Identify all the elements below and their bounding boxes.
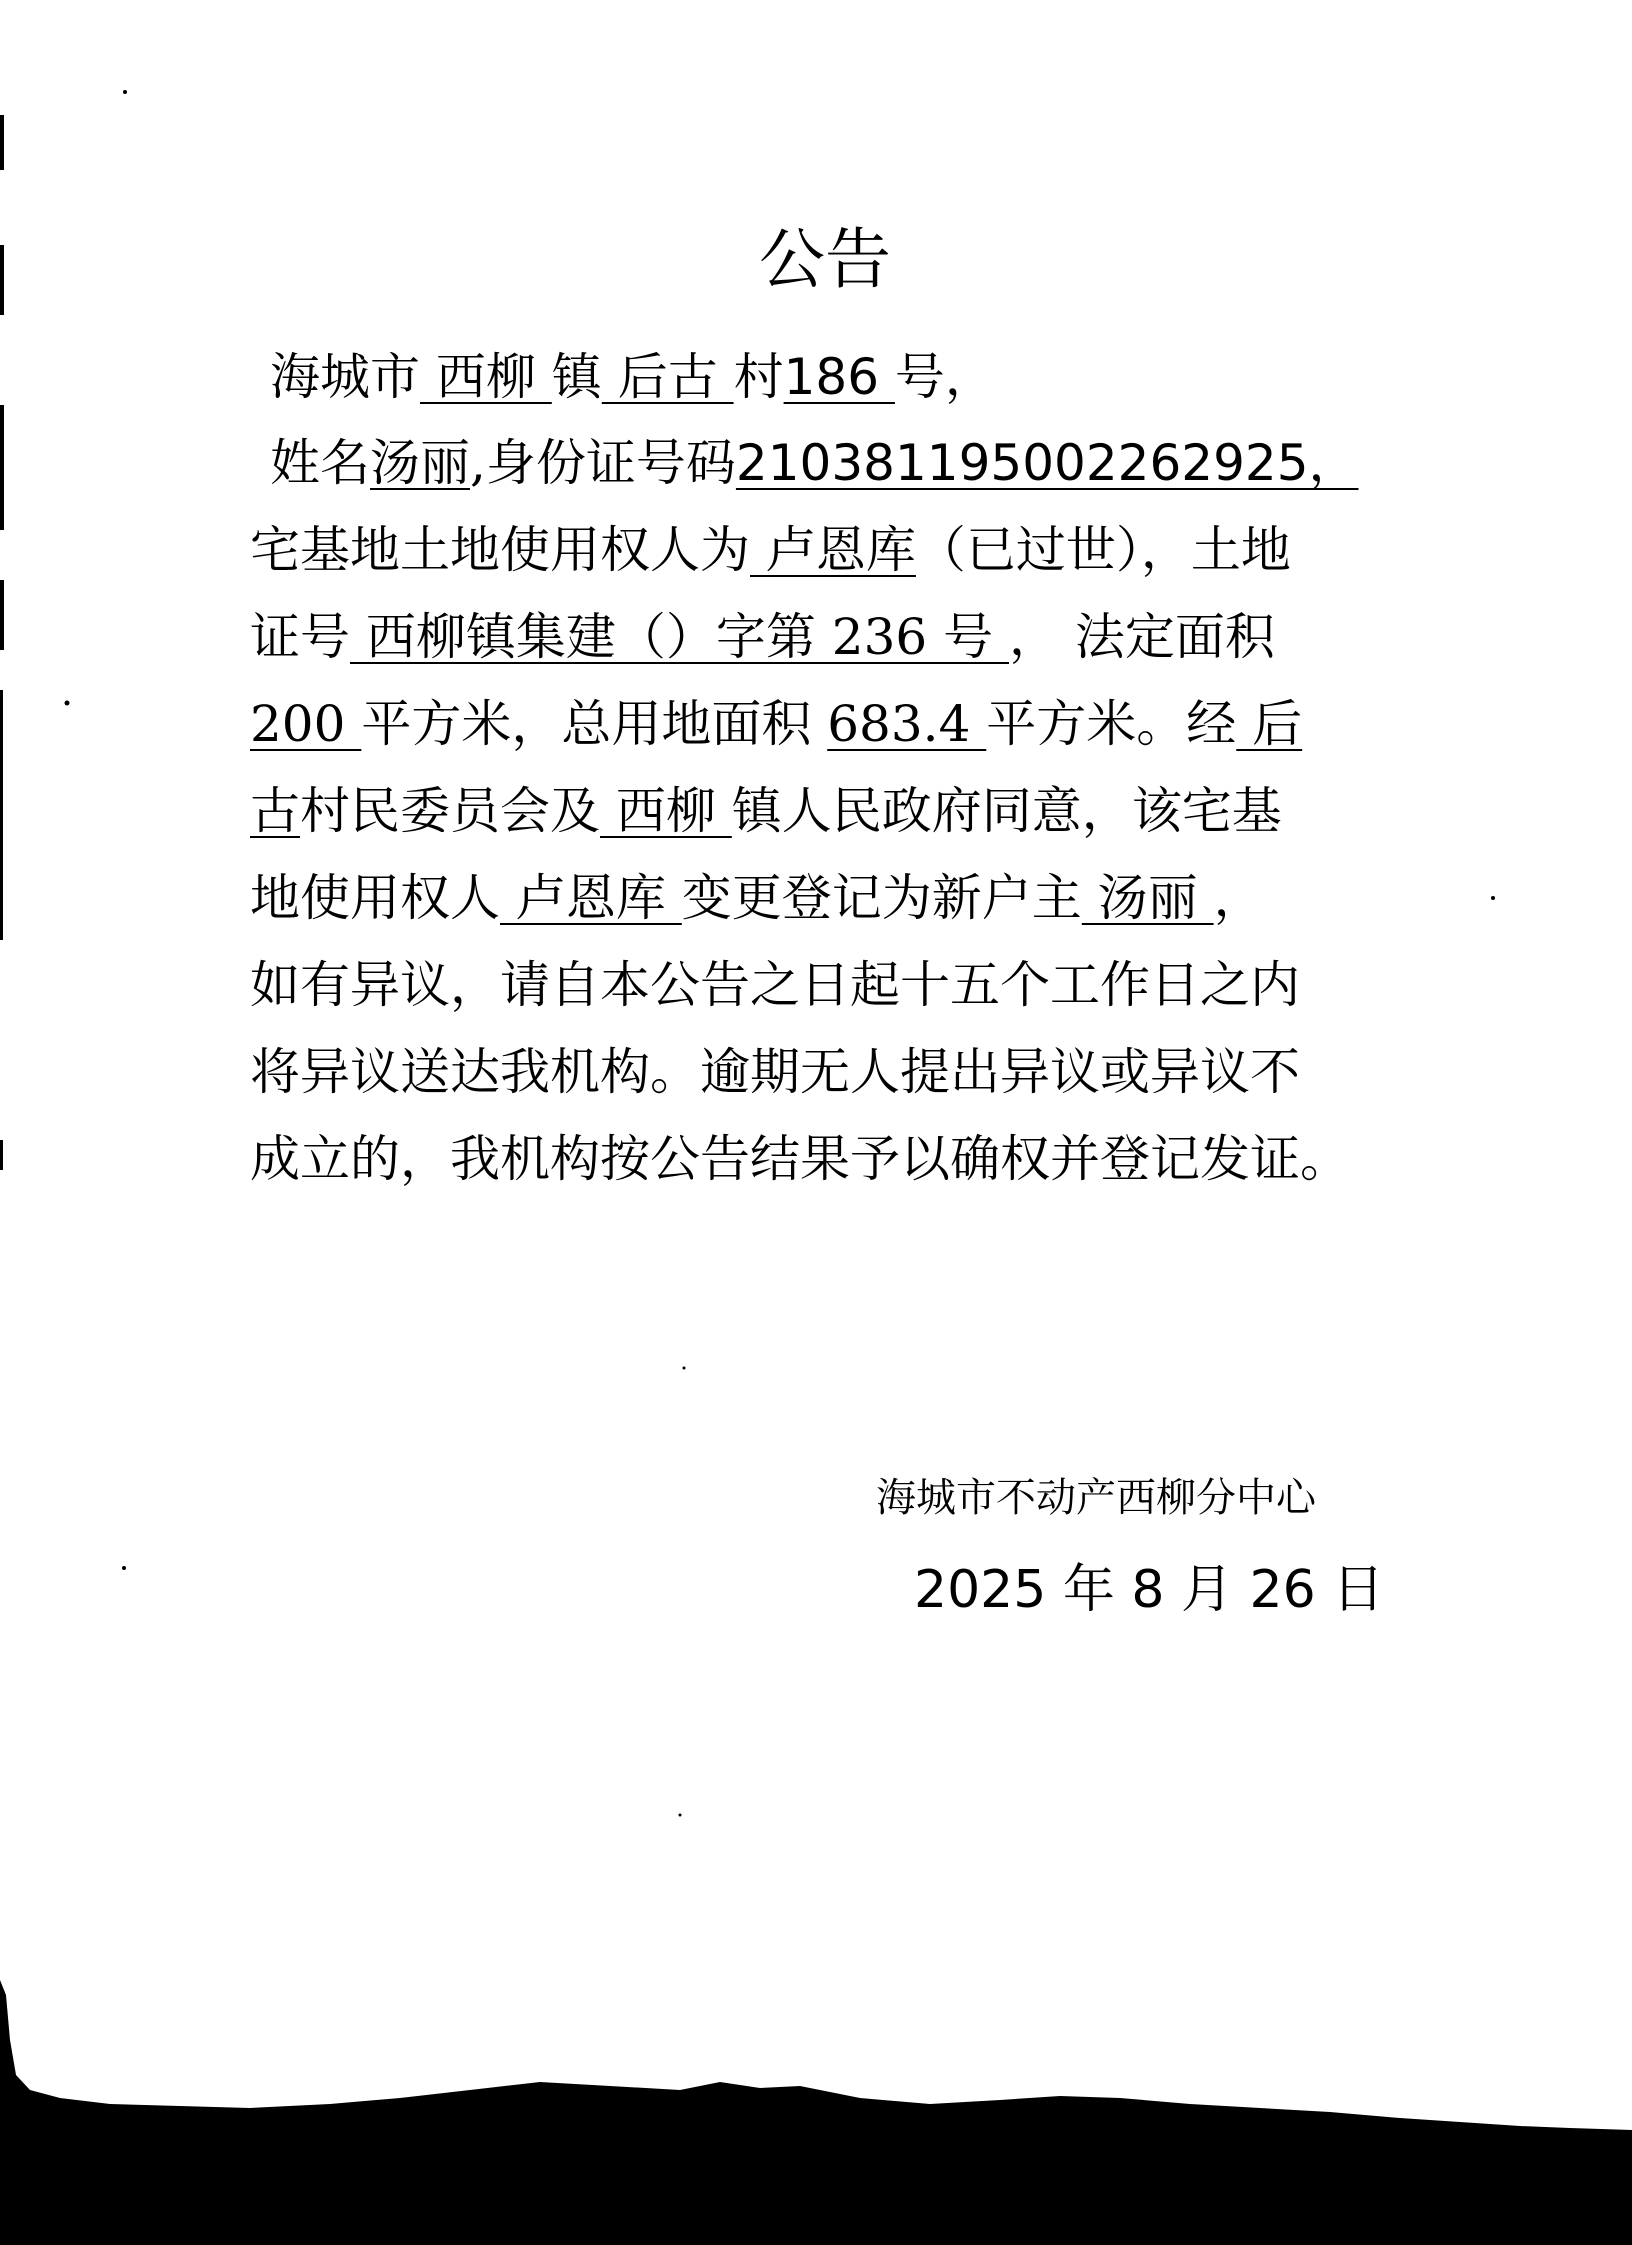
village-suffix: 村 xyxy=(733,348,784,406)
address-line xyxy=(270,342,995,412)
speck xyxy=(1491,896,1495,900)
committee-field-end: 古 xyxy=(250,782,300,840)
id-label: ,身份证号码 xyxy=(470,434,736,492)
certificate-line xyxy=(250,602,1275,672)
land-owner-note: （已过世），土地 xyxy=(915,521,1291,579)
old-owner-label: 地使用权人 xyxy=(250,869,500,927)
issue-date: 2025 年 8 月 26 日 xyxy=(914,1560,1385,1620)
issuer-name: 海城市不动产西柳分中心 xyxy=(876,1475,1316,1521)
town-suffix: 镇 xyxy=(551,348,602,406)
legal-area-field: 200 xyxy=(250,695,362,753)
house-number-field: 186 xyxy=(783,348,895,406)
objection-line-1: 如有异议，请自本公告之日起十五个工作日之内 xyxy=(250,956,1300,1014)
applicant-line xyxy=(270,428,1359,498)
legal-area-label: ， 法定面积 xyxy=(1009,608,1275,666)
left-edge-mark xyxy=(0,1140,3,1170)
village-field: 后古 xyxy=(601,348,734,406)
name-label: 姓名 xyxy=(270,434,370,492)
torn-edge-shape xyxy=(0,1980,1632,2245)
speck xyxy=(683,1367,686,1370)
speck xyxy=(65,701,70,706)
total-area-label: 平方米，总用地面积 xyxy=(361,695,828,753)
new-owner-field: 汤丽 xyxy=(1081,869,1214,927)
approval-label: 平方米。经 xyxy=(986,695,1237,753)
speck xyxy=(123,90,127,94)
approval-town-field: 西柳 xyxy=(600,782,732,840)
objection-line-2: 将异议送达我机构。逾期无人提出异议或异议不 xyxy=(250,1043,1300,1101)
left-edge-mark xyxy=(0,115,4,170)
total-area-field: 683.4 xyxy=(827,695,987,753)
approval-line xyxy=(250,776,1282,846)
certificate-number-field: 西柳镇集建（）字第 236 号 xyxy=(350,608,1010,666)
land-owner-label: 宅基地土地使用权人为 xyxy=(250,521,750,579)
new-owner-label: 变更登记为新户主 xyxy=(681,869,1082,927)
town-field: 西柳 xyxy=(420,348,552,406)
land-owner-line xyxy=(250,515,1291,585)
land-owner-field: 卢恩库 xyxy=(750,521,916,579)
transfer-punctuation: ， xyxy=(1213,869,1264,927)
speck xyxy=(122,1566,126,1570)
left-edge-mark xyxy=(0,580,4,650)
committee-label: 村民委员会及 xyxy=(300,782,600,840)
area-line xyxy=(250,689,1302,759)
old-owner-field: 卢恩库 xyxy=(500,869,682,927)
objection-line-3: 成立的，我机构按公告结果予以确权并登记发证。 xyxy=(250,1130,1350,1188)
committee-field-start: 后 xyxy=(1236,695,1303,753)
left-edge-mark xyxy=(0,405,4,530)
city-text: 海城市 xyxy=(270,348,420,406)
certificate-label: 证号 xyxy=(250,608,350,666)
notice-title: 公告 xyxy=(759,221,891,298)
applicant-name-field: 汤丽 xyxy=(370,434,470,492)
house-suffix: 号， xyxy=(894,348,995,406)
left-edge-mark xyxy=(0,690,3,940)
speck xyxy=(679,1814,682,1817)
government-label: 镇人民政府同意，该宅基 xyxy=(731,782,1282,840)
id-number-field: 210381195002262925， xyxy=(735,434,1359,492)
transfer-line xyxy=(250,863,1264,933)
